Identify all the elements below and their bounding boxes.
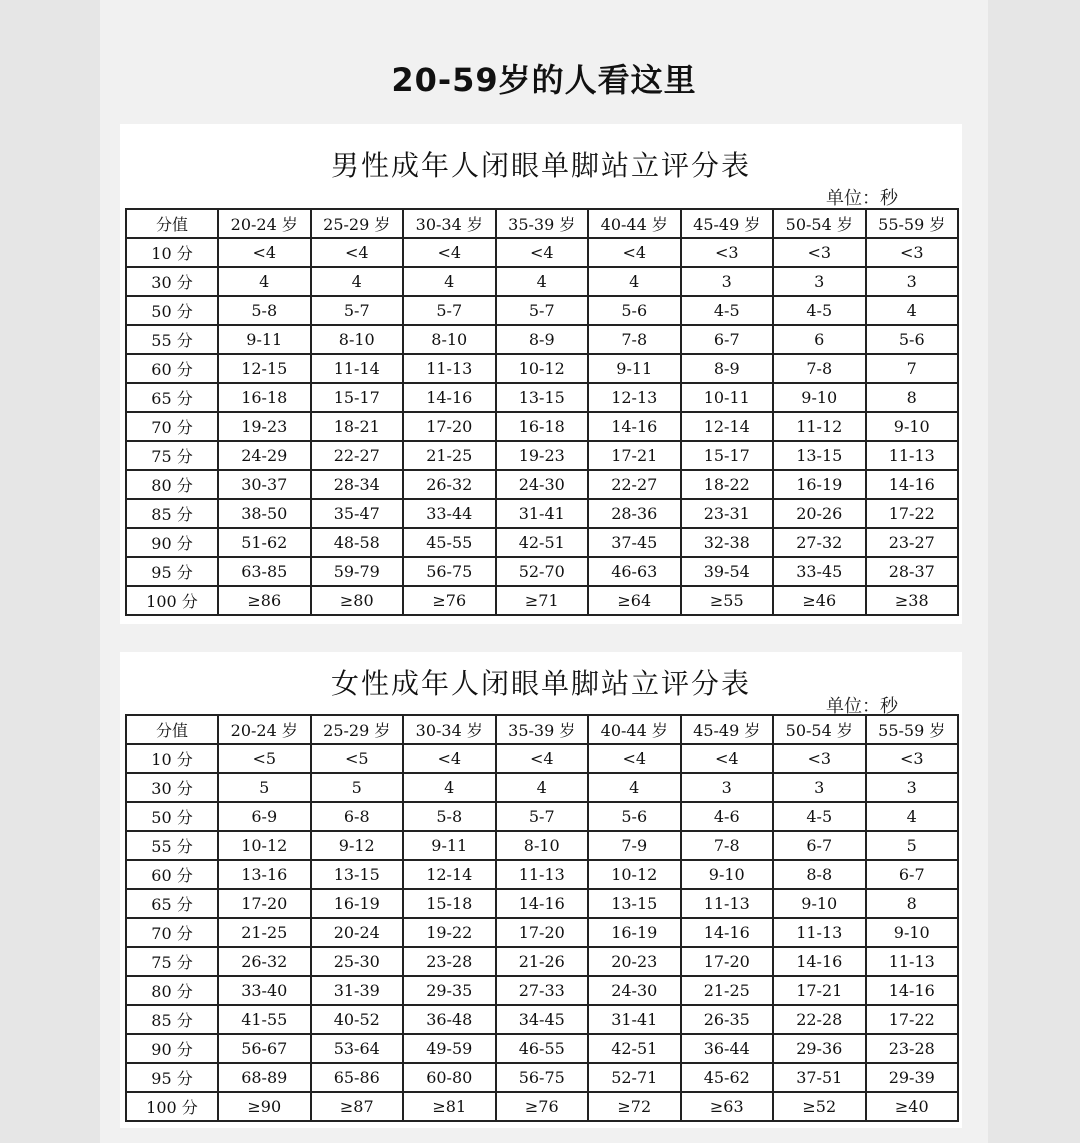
time-range-cell: 20-24 [311, 918, 404, 947]
header-age-cell: 30-34 岁 [403, 715, 496, 744]
score-label-cell: 95 分 [126, 1063, 218, 1092]
score-label-cell: 65 分 [126, 889, 218, 918]
time-range-cell: 12-13 [588, 383, 681, 412]
score-label-cell: 75 分 [126, 441, 218, 470]
score-label-cell: 70 分 [126, 412, 218, 441]
time-range-cell: 56-75 [496, 1063, 589, 1092]
time-range-cell: 14-16 [773, 947, 866, 976]
header-age-cell: 35-39 岁 [496, 715, 589, 744]
time-range-cell: 40-52 [311, 1005, 404, 1034]
time-range-cell: 16-19 [311, 889, 404, 918]
time-range-cell: 56-75 [403, 557, 496, 586]
time-range-cell: 3 [866, 773, 959, 802]
table-row [126, 976, 958, 1005]
time-range-cell: 13-16 [218, 860, 311, 889]
score-label-cell: 90 分 [126, 528, 218, 557]
time-range-cell: 10-12 [496, 354, 589, 383]
time-range-cell: 11-13 [866, 441, 959, 470]
female-score-panel [120, 652, 962, 1128]
time-range-cell: 3 [681, 267, 774, 296]
time-range-cell: 22-27 [311, 441, 404, 470]
time-range-cell: 49-59 [403, 1034, 496, 1063]
score-label-cell: 75 分 [126, 947, 218, 976]
time-range-cell: 10-12 [218, 831, 311, 860]
time-range-cell: 51-62 [218, 528, 311, 557]
time-range-cell: 18-22 [681, 470, 774, 499]
time-range-cell: 10-12 [588, 860, 681, 889]
time-range-cell: ≥52 [773, 1092, 866, 1121]
score-label-cell: 80 分 [126, 470, 218, 499]
time-range-cell: 26-35 [681, 1005, 774, 1034]
table-row [126, 1034, 958, 1063]
time-range-cell: 16-19 [773, 470, 866, 499]
time-range-cell: 52-70 [496, 557, 589, 586]
score-label-cell: 10 分 [126, 744, 218, 773]
table-row [126, 441, 958, 470]
time-range-cell: 26-32 [218, 947, 311, 976]
header-score-cell: 分值 [126, 715, 218, 744]
time-range-cell: 4 [588, 267, 681, 296]
time-range-cell: 27-33 [496, 976, 589, 1005]
time-range-cell: 6-7 [681, 325, 774, 354]
time-range-cell: 5-7 [496, 296, 589, 325]
time-range-cell: 6-8 [311, 802, 404, 831]
time-range-cell: 5-6 [588, 296, 681, 325]
time-range-cell: 17-22 [866, 499, 959, 528]
time-range-cell: 9-11 [218, 325, 311, 354]
time-range-cell: 29-36 [773, 1034, 866, 1063]
header-age-cell: 25-29 岁 [311, 715, 404, 744]
time-range-cell: 8-10 [311, 325, 404, 354]
time-range-cell: 37-51 [773, 1063, 866, 1092]
score-label-cell: 50 分 [126, 802, 218, 831]
time-range-cell: 22-27 [588, 470, 681, 499]
time-range-cell: 15-18 [403, 889, 496, 918]
time-range-cell: 3 [866, 267, 959, 296]
table-row [126, 918, 958, 947]
female-score-table [125, 714, 959, 1122]
time-range-cell: 12-15 [218, 354, 311, 383]
time-range-cell: 36-44 [681, 1034, 774, 1063]
time-range-cell: ≥72 [588, 1092, 681, 1121]
time-range-cell: 9-11 [588, 354, 681, 383]
time-range-cell: <4 [588, 238, 681, 267]
time-range-cell: 5-7 [311, 296, 404, 325]
header-age-cell: 50-54 岁 [773, 715, 866, 744]
time-range-cell: 29-35 [403, 976, 496, 1005]
time-range-cell: 11-14 [311, 354, 404, 383]
score-label-cell: 65 分 [126, 383, 218, 412]
time-range-cell: <4 [681, 744, 774, 773]
time-range-cell: 5-6 [866, 325, 959, 354]
time-range-cell: 16-18 [496, 412, 589, 441]
time-range-cell: 4 [496, 267, 589, 296]
score-label-cell: 80 分 [126, 976, 218, 1005]
time-range-cell: 9-11 [403, 831, 496, 860]
header-age-cell: 50-54 岁 [773, 209, 866, 238]
time-range-cell: 31-41 [496, 499, 589, 528]
score-label-cell: 55 分 [126, 325, 218, 354]
time-range-cell: 8 [866, 889, 959, 918]
time-range-cell: 10-11 [681, 383, 774, 412]
time-range-cell: 28-34 [311, 470, 404, 499]
time-range-cell: 21-25 [681, 976, 774, 1005]
time-range-cell: 21-26 [496, 947, 589, 976]
header-age-cell: 30-34 岁 [403, 209, 496, 238]
time-range-cell: 63-85 [218, 557, 311, 586]
time-range-cell: 4 [403, 267, 496, 296]
time-range-cell: <4 [496, 744, 589, 773]
time-range-cell: ≥38 [866, 586, 959, 615]
male-score-panel [120, 124, 962, 624]
time-range-cell: 23-28 [403, 947, 496, 976]
time-range-cell: 27-32 [773, 528, 866, 557]
table-row [126, 831, 958, 860]
time-range-cell: 35-47 [311, 499, 404, 528]
time-range-cell: 33-44 [403, 499, 496, 528]
time-range-cell: 20-26 [773, 499, 866, 528]
time-range-cell: 5 [866, 831, 959, 860]
table-row [126, 499, 958, 528]
time-range-cell: 34-45 [496, 1005, 589, 1034]
table-row [126, 586, 958, 615]
time-range-cell: 14-16 [588, 412, 681, 441]
time-range-cell: 60-80 [403, 1063, 496, 1092]
time-range-cell: <5 [311, 744, 404, 773]
table-row [126, 1063, 958, 1092]
header-age-cell: 45-49 岁 [681, 209, 774, 238]
time-range-cell: 17-20 [403, 412, 496, 441]
score-label-cell: 90 分 [126, 1034, 218, 1063]
time-range-cell: 9-10 [866, 918, 959, 947]
time-range-cell: 3 [773, 267, 866, 296]
table-row [126, 296, 958, 325]
time-range-cell: 45-55 [403, 528, 496, 557]
time-range-cell: 11-13 [681, 889, 774, 918]
time-range-cell: 16-19 [588, 918, 681, 947]
time-range-cell: 52-71 [588, 1063, 681, 1092]
time-range-cell: 41-55 [218, 1005, 311, 1034]
time-range-cell: 38-50 [218, 499, 311, 528]
time-range-cell: 4 [866, 296, 959, 325]
right-margin [988, 0, 1080, 1143]
time-range-cell: <3 [773, 744, 866, 773]
time-range-cell: 4 [403, 773, 496, 802]
time-range-cell: 17-20 [218, 889, 311, 918]
time-range-cell: 30-37 [218, 470, 311, 499]
score-label-cell: 85 分 [126, 499, 218, 528]
header-age-cell: 35-39 岁 [496, 209, 589, 238]
time-range-cell: ≥80 [311, 586, 404, 615]
score-label-cell: 30 分 [126, 267, 218, 296]
time-range-cell: 46-55 [496, 1034, 589, 1063]
time-range-cell: 25-30 [311, 947, 404, 976]
header-age-cell: 45-49 岁 [681, 715, 774, 744]
female-unit-label: 单位：秒 [826, 696, 898, 717]
time-range-cell: <4 [218, 238, 311, 267]
time-range-cell: 5-7 [403, 296, 496, 325]
table-row [126, 773, 958, 802]
time-range-cell: 5-8 [218, 296, 311, 325]
time-range-cell: <3 [773, 238, 866, 267]
time-range-cell: 24-30 [588, 976, 681, 1005]
time-range-cell: 23-27 [866, 528, 959, 557]
header-age-cell: 40-44 岁 [588, 209, 681, 238]
time-range-cell: <4 [403, 238, 496, 267]
time-range-cell: <4 [588, 744, 681, 773]
time-range-cell: ≥40 [866, 1092, 959, 1121]
time-range-cell: ≥87 [311, 1092, 404, 1121]
table-row [126, 354, 958, 383]
time-range-cell: 17-22 [866, 1005, 959, 1034]
time-range-cell: 53-64 [311, 1034, 404, 1063]
time-range-cell: 59-79 [311, 557, 404, 586]
time-range-cell: <4 [496, 238, 589, 267]
time-range-cell: 4-5 [773, 802, 866, 831]
header-score-cell: 分值 [126, 209, 218, 238]
time-range-cell: 9-12 [311, 831, 404, 860]
table-row [126, 1005, 958, 1034]
male-table-title: 男性成年人闭眼单脚站立评分表 [330, 149, 751, 182]
score-label-cell: 10 分 [126, 238, 218, 267]
time-range-cell: ≥76 [496, 1092, 589, 1121]
time-range-cell: 15-17 [681, 441, 774, 470]
time-range-cell: 14-16 [403, 383, 496, 412]
time-range-cell: ≥81 [403, 1092, 496, 1121]
score-label-cell: 60 分 [126, 354, 218, 383]
table-header-row [126, 209, 958, 238]
table-row [126, 947, 958, 976]
time-range-cell: <3 [681, 238, 774, 267]
table-row [126, 383, 958, 412]
time-range-cell: 6-9 [218, 802, 311, 831]
male-score-table [125, 208, 959, 616]
table-header-row [126, 715, 958, 744]
time-range-cell: 23-28 [866, 1034, 959, 1063]
time-range-cell: 9-10 [773, 889, 866, 918]
score-label-cell: 60 分 [126, 860, 218, 889]
time-range-cell: 7-8 [681, 831, 774, 860]
time-range-cell: ≥76 [403, 586, 496, 615]
time-range-cell: 6-7 [866, 860, 959, 889]
time-range-cell: 11-13 [866, 947, 959, 976]
time-range-cell: ≥71 [496, 586, 589, 615]
table-row [126, 1092, 958, 1121]
time-range-cell: <5 [218, 744, 311, 773]
time-range-cell: 33-45 [773, 557, 866, 586]
time-range-cell: 13-15 [588, 889, 681, 918]
time-range-cell: 4 [866, 802, 959, 831]
time-range-cell: 23-31 [681, 499, 774, 528]
time-range-cell: 4 [218, 267, 311, 296]
time-range-cell: 9-10 [681, 860, 774, 889]
header-age-cell: 55-59 岁 [866, 209, 959, 238]
table-row [126, 802, 958, 831]
header-age-cell: 25-29 岁 [311, 209, 404, 238]
table-row [126, 238, 958, 267]
table-row [126, 889, 958, 918]
time-range-cell: 17-21 [588, 441, 681, 470]
time-range-cell: 22-28 [773, 1005, 866, 1034]
table-row [126, 325, 958, 354]
table-row [126, 557, 958, 586]
time-range-cell: 46-63 [588, 557, 681, 586]
time-range-cell: 31-39 [311, 976, 404, 1005]
table-row [126, 470, 958, 499]
time-range-cell: 31-41 [588, 1005, 681, 1034]
time-range-cell: ≥64 [588, 586, 681, 615]
time-range-cell: 26-32 [403, 470, 496, 499]
time-range-cell: ≥86 [218, 586, 311, 615]
time-range-cell: 8-10 [496, 831, 589, 860]
table-row [126, 860, 958, 889]
time-range-cell: 13-15 [311, 860, 404, 889]
time-range-cell: 11-13 [773, 918, 866, 947]
time-range-cell: 5-7 [496, 802, 589, 831]
time-range-cell: 56-67 [218, 1034, 311, 1063]
score-label-cell: 70 分 [126, 918, 218, 947]
time-range-cell: 4-6 [681, 802, 774, 831]
score-label-cell: 100 分 [126, 1092, 218, 1121]
table-row [126, 267, 958, 296]
time-range-cell: 7-9 [588, 831, 681, 860]
time-range-cell: 9-10 [773, 383, 866, 412]
time-range-cell: 32-38 [681, 528, 774, 557]
time-range-cell: 9-10 [866, 412, 959, 441]
time-range-cell: 4 [588, 773, 681, 802]
time-range-cell: ≥55 [681, 586, 774, 615]
time-range-cell: 20-23 [588, 947, 681, 976]
time-range-cell: 4-5 [773, 296, 866, 325]
time-range-cell: ≥90 [218, 1092, 311, 1121]
time-range-cell: 8 [866, 383, 959, 412]
time-range-cell: 11-13 [496, 860, 589, 889]
time-range-cell: 17-21 [773, 976, 866, 1005]
header-age-cell: 40-44 岁 [588, 715, 681, 744]
time-range-cell: 5 [218, 773, 311, 802]
time-range-cell: 4 [311, 267, 404, 296]
time-range-cell: 17-20 [496, 918, 589, 947]
time-range-cell: 68-89 [218, 1063, 311, 1092]
female-table-title: 女性成年人闭眼单脚站立评分表 [330, 667, 751, 700]
time-range-cell: 28-36 [588, 499, 681, 528]
time-range-cell: ≥63 [681, 1092, 774, 1121]
time-range-cell: 21-25 [218, 918, 311, 947]
left-margin [0, 0, 100, 1143]
score-label-cell: 100 分 [126, 586, 218, 615]
score-label-cell: 30 分 [126, 773, 218, 802]
time-range-cell: 7-8 [773, 354, 866, 383]
time-range-cell: 8-9 [496, 325, 589, 354]
time-range-cell: 13-15 [496, 383, 589, 412]
time-range-cell: 12-14 [681, 412, 774, 441]
header-age-cell: 20-24 岁 [218, 209, 311, 238]
time-range-cell: 19-23 [218, 412, 311, 441]
time-range-cell: 8-10 [403, 325, 496, 354]
time-range-cell: ≥46 [773, 586, 866, 615]
time-range-cell: 14-16 [866, 976, 959, 1005]
time-range-cell: 6-7 [773, 831, 866, 860]
time-range-cell: 15-17 [311, 383, 404, 412]
time-range-cell: 8-8 [773, 860, 866, 889]
time-range-cell: 14-16 [496, 889, 589, 918]
time-range-cell: 37-45 [588, 528, 681, 557]
time-range-cell: 48-58 [311, 528, 404, 557]
time-range-cell: 4-5 [681, 296, 774, 325]
time-range-cell: 14-16 [866, 470, 959, 499]
time-range-cell: 5-8 [403, 802, 496, 831]
table-row [126, 528, 958, 557]
time-range-cell: 24-30 [496, 470, 589, 499]
time-range-cell: <4 [403, 744, 496, 773]
time-range-cell: 36-48 [403, 1005, 496, 1034]
time-range-cell: <4 [311, 238, 404, 267]
time-range-cell: 5 [311, 773, 404, 802]
time-range-cell: <3 [866, 744, 959, 773]
time-range-cell: 3 [773, 773, 866, 802]
time-range-cell: 11-12 [773, 412, 866, 441]
time-range-cell: 19-22 [403, 918, 496, 947]
time-range-cell: 42-51 [588, 1034, 681, 1063]
score-label-cell: 50 分 [126, 296, 218, 325]
time-range-cell: 65-86 [311, 1063, 404, 1092]
time-range-cell: 29-39 [866, 1063, 959, 1092]
score-label-cell: 55 分 [126, 831, 218, 860]
table-row [126, 744, 958, 773]
time-range-cell: 17-20 [681, 947, 774, 976]
table-row [126, 412, 958, 441]
time-range-cell: 3 [681, 773, 774, 802]
header-age-cell: 55-59 岁 [866, 715, 959, 744]
time-range-cell: 13-15 [773, 441, 866, 470]
time-range-cell: 7 [866, 354, 959, 383]
male-unit-label: 单位：秒 [826, 188, 898, 209]
time-range-cell: 39-54 [681, 557, 774, 586]
time-range-cell: 11-13 [403, 354, 496, 383]
header-age-cell: 20-24 岁 [218, 715, 311, 744]
time-range-cell: 42-51 [496, 528, 589, 557]
time-range-cell: 14-16 [681, 918, 774, 947]
time-range-cell: 45-62 [681, 1063, 774, 1092]
time-range-cell: 6 [773, 325, 866, 354]
time-range-cell: 21-25 [403, 441, 496, 470]
time-range-cell: 33-40 [218, 976, 311, 1005]
time-range-cell: 19-23 [496, 441, 589, 470]
time-range-cell: 28-37 [866, 557, 959, 586]
time-range-cell: 4 [496, 773, 589, 802]
time-range-cell: 16-18 [218, 383, 311, 412]
time-range-cell: 18-21 [311, 412, 404, 441]
time-range-cell: 12-14 [403, 860, 496, 889]
score-label-cell: 95 分 [126, 557, 218, 586]
page-title: 20-59岁的人看这里 [391, 61, 697, 99]
score-label-cell: 85 分 [126, 1005, 218, 1034]
time-range-cell: 8-9 [681, 354, 774, 383]
time-range-cell: 7-8 [588, 325, 681, 354]
time-range-cell: 5-6 [588, 802, 681, 831]
time-range-cell: 24-29 [218, 441, 311, 470]
time-range-cell: <3 [866, 238, 959, 267]
